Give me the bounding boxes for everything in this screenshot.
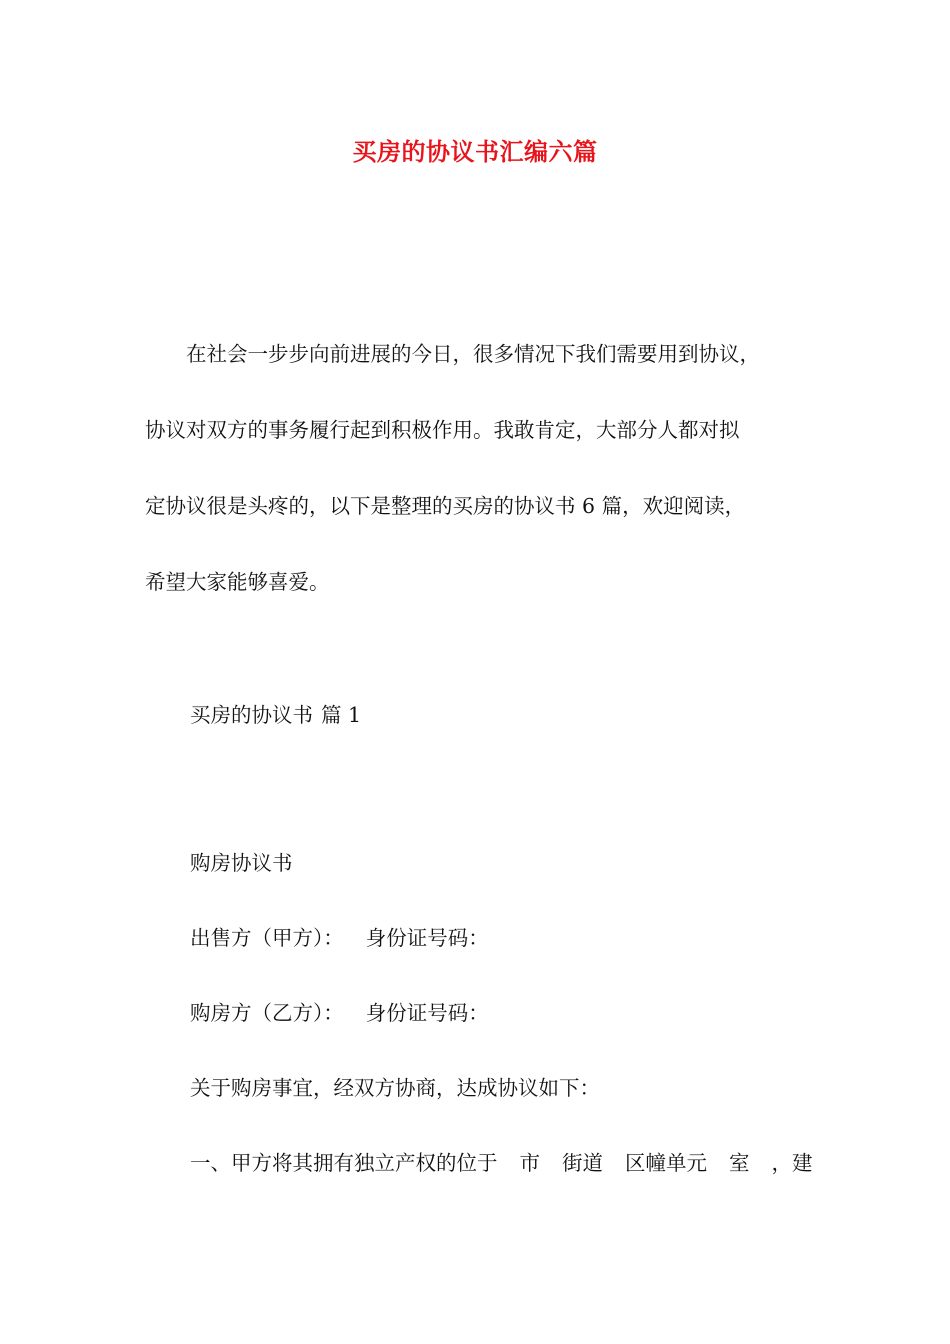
seller-label: 出售方（甲方）： [190, 926, 344, 950]
intro-line-2: 协议对双方的事务履行起到积极作用。我敢肯定，大部分人都对拟 [145, 418, 740, 442]
agreement-title: 购房协议书 [190, 851, 293, 875]
buyer-id-label: 身份证号码： [365, 1001, 489, 1025]
section-heading-number: 篇 1 [321, 703, 362, 727]
agreement-preamble: 关于购房事宜，经双方协商，达成协议如下： [190, 1076, 600, 1100]
document-title: 买房的协议书汇编六篇 [352, 137, 598, 166]
seller-id-label: 身份证号码： [365, 926, 489, 950]
buyer-label: 购房方（乙方）： [190, 1001, 344, 1025]
seller-line [190, 918, 489, 958]
clause-one-room: 室 [729, 1151, 750, 1175]
clause-one [190, 1143, 813, 1183]
intro-line-1: 在社会一步步向前进展的今日，很多情况下我们需要用到协议， [145, 342, 760, 366]
intro-paragraph [145, 316, 825, 620]
intro-line-3: 定协议很是头疼的，以下是整理的买房的协议书 6 篇，欢迎阅读， [145, 494, 746, 518]
clause-one-street: 街道 [562, 1151, 603, 1175]
buyer-line [190, 993, 489, 1033]
clause-one-district: 区幢单元 [625, 1151, 707, 1175]
intro-line-4: 希望大家能够喜爱。 [145, 570, 330, 594]
clause-one-tail: ，建 [771, 1151, 813, 1175]
section-heading [190, 695, 361, 735]
clause-one-city: 市 [519, 1151, 540, 1175]
section-heading-name: 买房的协议书 [190, 703, 313, 727]
clause-one-prefix: 一、甲方将其拥有独立产权的位于 [190, 1151, 498, 1175]
